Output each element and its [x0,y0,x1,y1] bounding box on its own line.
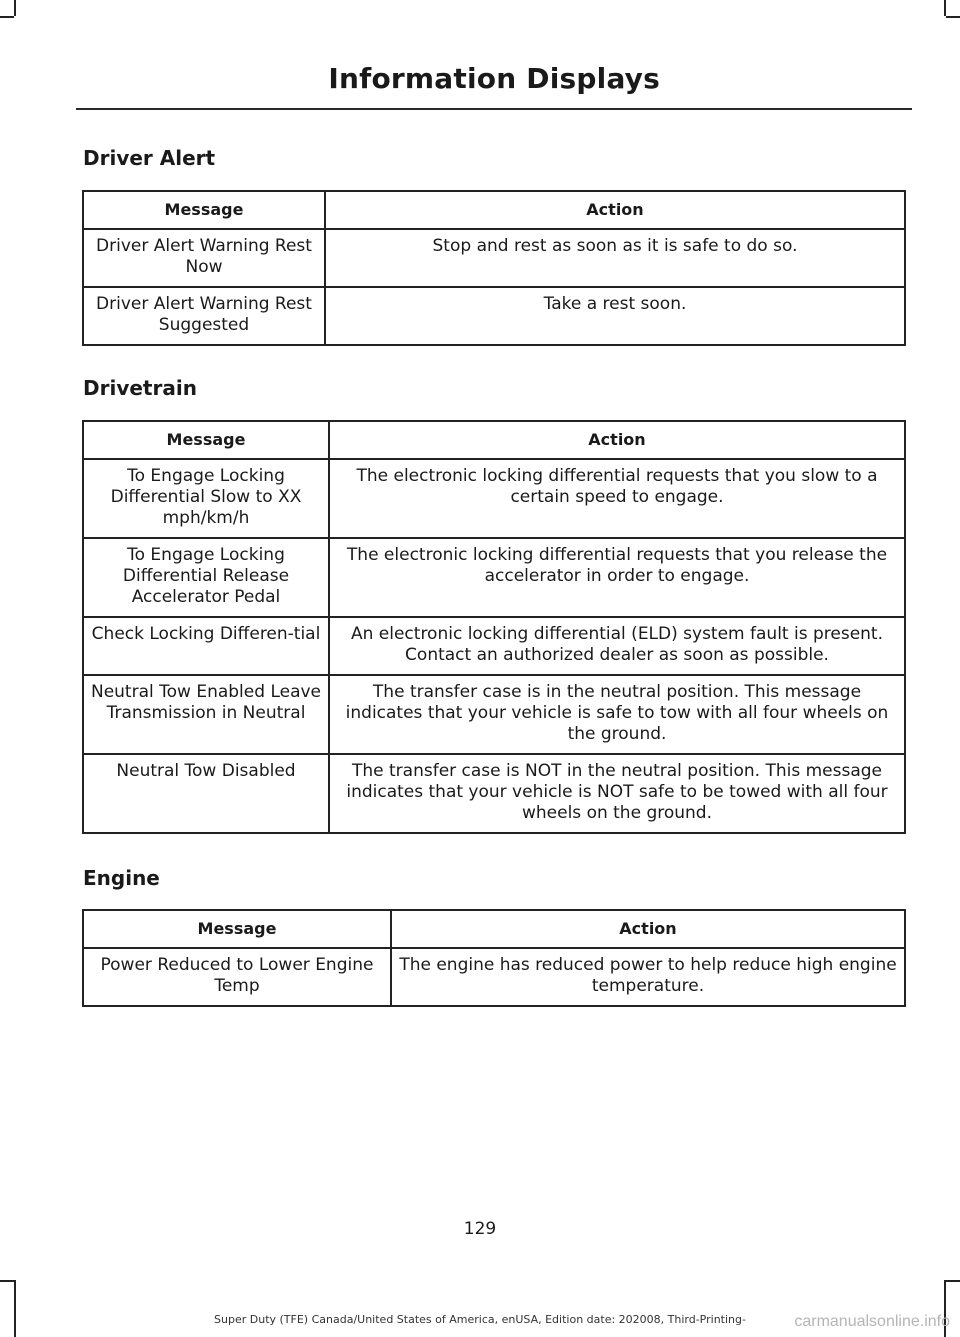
table-header-row [83,421,905,459]
message-cell: To Engage Locking Differential Slow to XX mph/km/h [83,459,329,538]
message-cell: Neutral Tow Disabled [83,754,329,833]
table-row [83,229,905,287]
crop-mark [14,0,16,16]
message-cell: Check Locking Differen-tial [83,617,329,675]
table-header-row [83,910,905,948]
action-cell: The engine has reduced power to help reduce high engine temperature. [391,948,905,1006]
header-message: Message [83,191,325,229]
drivetrain-table [82,420,906,834]
action-cell: The transfer case is in the neutral position. This message indicates that your vehicle is safe to tow with all four wheels on the ground. [329,675,905,754]
action-cell: The electronic locking differential requests that you release the accelerator in order to engage. [329,538,905,617]
watermark: carmanualsonline.info [794,1313,950,1330]
crop-mark [944,0,946,16]
section-title-engine: Engine [83,866,160,890]
page-title: Information Displays [328,62,660,95]
section-title-drivetrain: Drivetrain [83,376,197,400]
message-cell: To Engage Locking Differential Release Accelerator Pedal [83,538,329,617]
message-cell: Neutral Tow Enabled Leave Transmission in Neutral [83,675,329,754]
table-header-row [83,191,905,229]
table-row [83,754,905,833]
table-row [83,459,905,538]
message-cell: Driver Alert Warning Rest Now [83,229,325,287]
action-cell: Stop and rest as soon as it is safe to do so. [325,229,905,287]
table-row [83,675,905,754]
header-action: Action [329,421,905,459]
table-row [83,617,905,675]
page-number: 129 [463,1219,497,1239]
table-row [83,538,905,617]
action-cell: An electronic locking differential (ELD) system fault is present. Contact an authorized dealer as soon as possible. [329,617,905,675]
crop-mark [0,16,14,18]
message-cell: Driver Alert Warning Rest Suggested [83,287,325,345]
table-row [83,287,905,345]
message-cell: Power Reduced to Lower Engine Temp [83,948,391,1006]
crop-mark [0,1280,14,1282]
header-message: Message [83,421,329,459]
engine-table [82,909,906,1007]
crop-mark [946,16,960,18]
section-title-driver-alert: Driver Alert [83,146,216,170]
action-cell: The transfer case is NOT in the neutral position. This message indicates that your vehicle is NOT safe to be towed with all four wheels on the ground. [329,754,905,833]
table-row [83,948,905,1006]
crop-mark [946,1280,960,1282]
page-header [76,58,912,110]
header-message: Message [83,910,391,948]
action-cell: The electronic locking differential requests that you slow to a certain speed to engage. [329,459,905,538]
header-action: Action [391,910,905,948]
driver-alert-table [82,190,906,346]
edition-footer: Super Duty (TFE) Canada/United States of America, enUSA, Edition date: 202008, Third-Printing- [214,1313,746,1326]
crop-mark [14,1280,16,1337]
header-action: Action [325,191,905,229]
action-cell: Take a rest soon. [325,287,905,345]
